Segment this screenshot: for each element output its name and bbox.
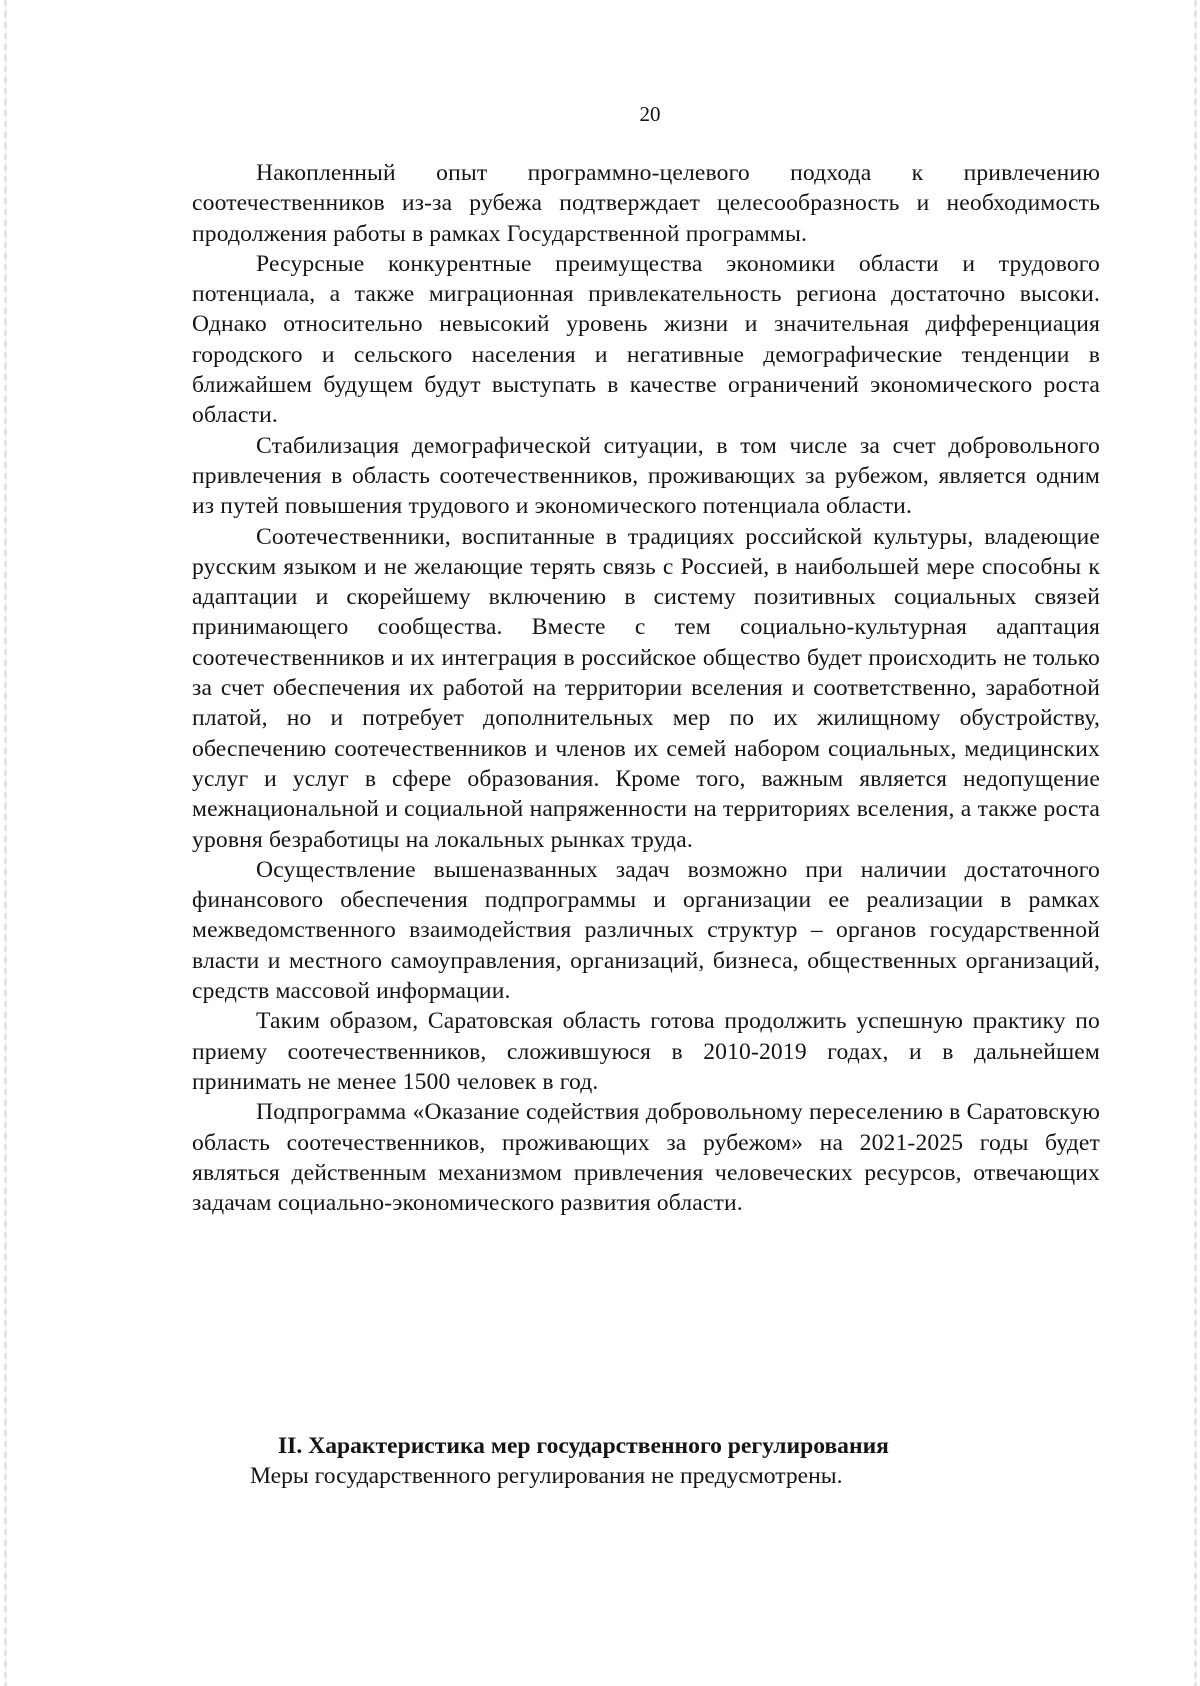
paragraph-competitive-advantages: Ресурсные конкурентные преимущества экономики области и трудового потенциала, а также миграционная привлекательность региона достаточно высоки. Однако относительно невысокий уровень жизни и значительная дифференциация городского и сельского населения и негативные демографические тенденции в ближайшем будущем будут выступать в качестве ограничений экономического роста области. — [192, 250, 1100, 429]
section-regulation — [192, 1431, 1100, 1491]
body-text — [192, 158, 1100, 1218]
section-text: Меры государственного регулирования не предусмотрены. — [250, 1463, 843, 1489]
section-heading: II. Характеристика мер государственного регулирования — [278, 1433, 889, 1459]
paragraph-saratov-practice: Таким образом, Саратовская область готова продолжить успешную практику по приему соотечественников, сложившуюся в 2010-2019 годах, и в дальнейшем принимать не менее 1500 человек в год. — [192, 1008, 1100, 1095]
paragraph-compatriots-adaptation: Соотечественники, воспитанные в традициях российской культуры, владеющие русским языком и не желающие терять связь с Россией, в наибольшей мере способны к адаптации и скорейшему включению в систему позитивных социальных связей принимающего сообщества. Вместе с тем социально-культурная адаптация соотечественников и их интеграция в российское общество будет происходить не только за счет обеспечения их работой на территории вселения и соответственно, заработной платой, но и потребует дополнительных мер по их жилищному обустройству, обеспечению соотечественников и членов их семей набором социальных, медицинских услуг и услуг в сфере образования. Кроме того, важным является недопущение межнациональной и социальной напряженности на территориях вселения, а также роста уровня безработицы на локальных рынках труда. — [192, 523, 1100, 853]
paragraph-subprogram: Подпрограмма «Оказание содействия добровольному переселению в Саратовскую область соотечественников, проживающих за рубежом» на 2021-2025 годы будет являться действенным механизмом привлечения человеческих ресурсов, отвечающих задачам социально-экономического развития области. — [192, 1099, 1100, 1217]
paragraph-implementation: Осуществление вышеназванных задач возможно при наличии достаточного финансового обеспечения подпрограммы и организации ее реализации в рамках межведомственного взаимодействия различных структур – органов государственной власти и местного самоуправления, организаций, бизнеса, общественных организаций, средств массовой информации. — [192, 856, 1100, 1005]
scan-edge-right — [1194, 0, 1197, 1686]
page-number: 20 — [639, 102, 661, 126]
scan-edge-left — [4, 0, 7, 1686]
paragraph-experience: Накопленный опыт программно-целевого подхода к привлечению соотечественников из-за рубежа подтверждает целесообразность и необходимость продолжения работы в рамках Государственной программы. — [192, 160, 1100, 247]
paragraph-demographic-stabilization: Стабилизация демографической ситуации, в том числе за счет добровольного привлечения в область соотечественников, проживающих за рубежом, является одним из путей повышения трудового и экономического потенциала области. — [192, 432, 1100, 520]
